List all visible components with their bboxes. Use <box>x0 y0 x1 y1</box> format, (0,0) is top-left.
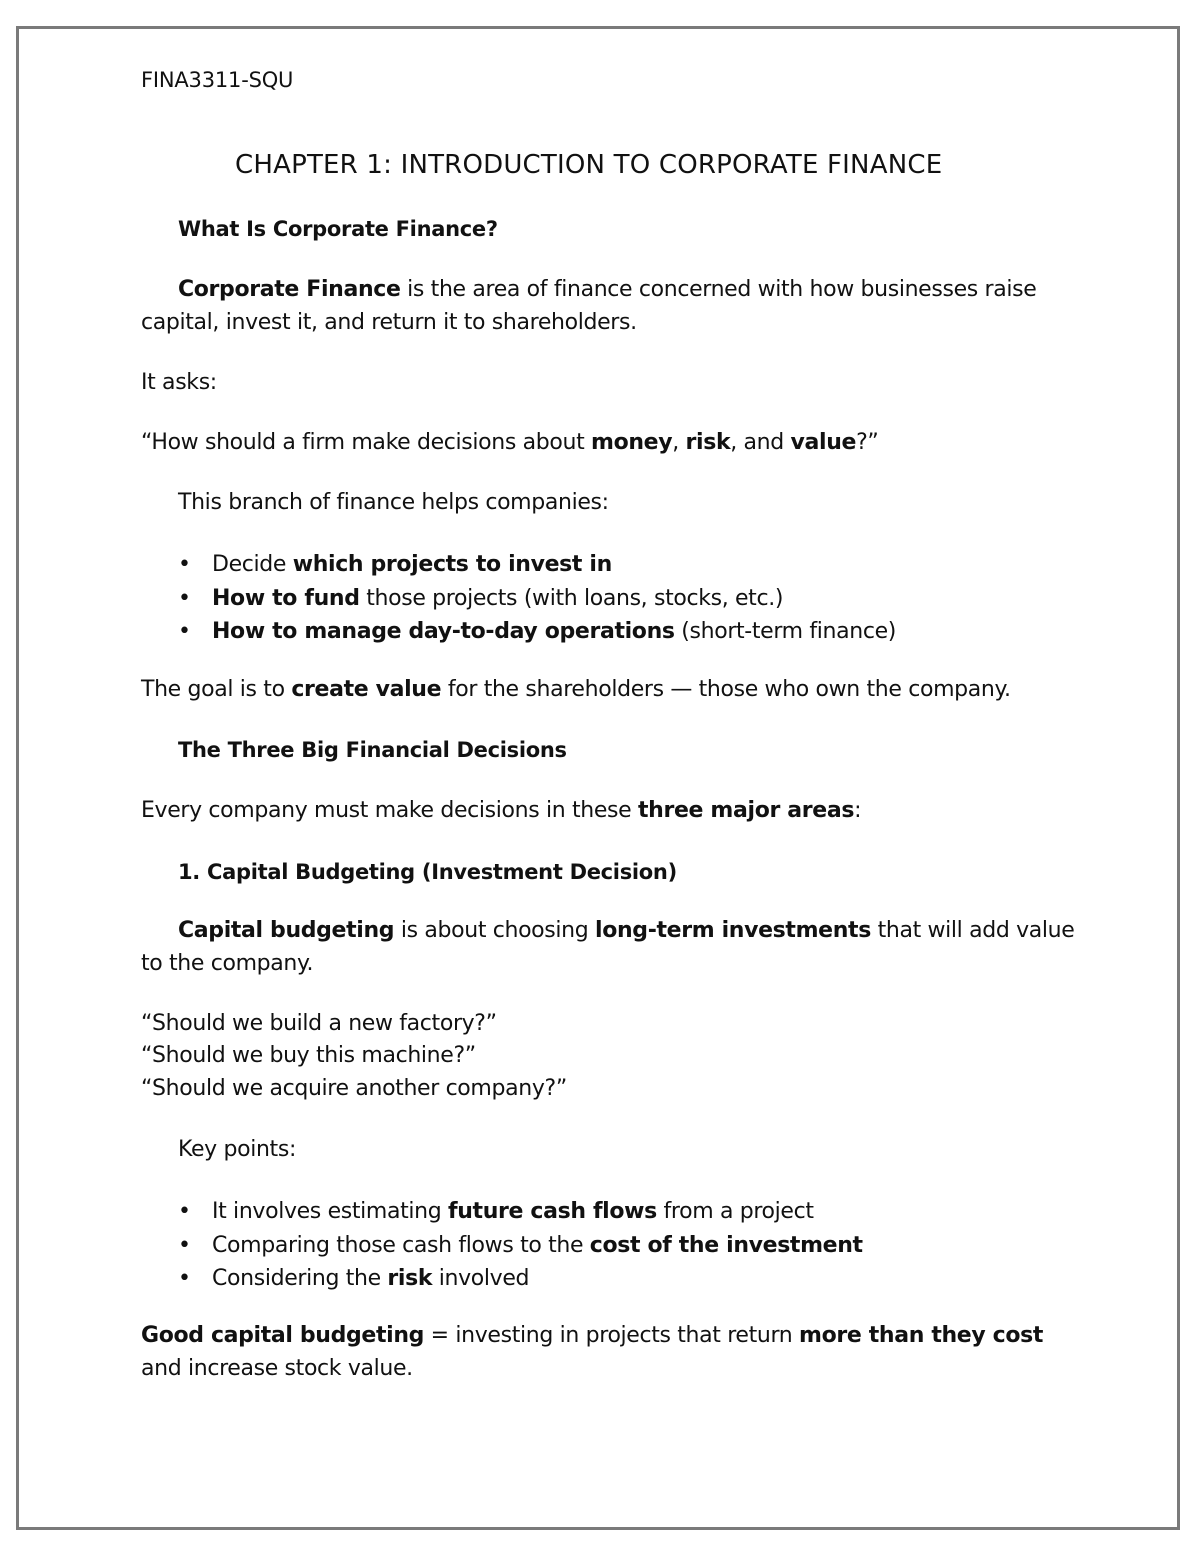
definition-term: Corporate Finance <box>178 277 401 302</box>
list-item <box>178 615 896 649</box>
subsection-heading-capital-budgeting: 1. Capital Budgeting (Investment Decision) <box>178 860 677 884</box>
example-question-1: “Should we build a new factory?” <box>141 1011 497 1036</box>
cb-bold: long-term investments <box>595 918 871 943</box>
conclusion-text: = investing in projects that return <box>424 1323 800 1348</box>
question-text: “How should a firm make decisions about <box>141 430 592 455</box>
course-code: FINA3311-SQU <box>141 68 294 92</box>
list-item <box>178 548 896 582</box>
chapter-title: CHAPTER 1: INTRODUCTION TO CORPORATE FINANCE <box>235 150 943 180</box>
goal-text-after: for the shareholders — those who own the company. <box>441 677 1011 702</box>
example-question-2: “Should we buy this machine?” <box>141 1043 476 1068</box>
question-end: ?” <box>856 430 879 455</box>
key-points-list <box>178 1195 863 1296</box>
every-bold: three major areas <box>638 798 855 823</box>
conclusion-line-2: and increase stock value. <box>141 1356 413 1381</box>
every-colon: : <box>854 798 862 823</box>
question-money: money <box>591 430 673 455</box>
goal-bold: create value <box>291 677 442 702</box>
every-company-text <box>141 796 861 826</box>
item-text-after: from a project <box>656 1199 814 1224</box>
key-question <box>141 428 878 458</box>
item-bold: risk <box>387 1266 433 1291</box>
page-border <box>16 26 1180 1530</box>
definition-paragraph-line-2: capital, invest it, and return it to shareholders. <box>141 310 637 335</box>
cb-text-after: that will add value <box>870 918 1075 943</box>
it-asks-text: It asks: <box>141 370 217 395</box>
conclusion-bold: more than they cost <box>799 1323 1044 1348</box>
list-item <box>178 1262 863 1296</box>
list-item <box>178 1229 863 1263</box>
every-text: Every company must make decisions in these <box>141 798 638 823</box>
question-value: value <box>790 430 857 455</box>
goal-statement <box>141 675 1011 705</box>
item-bold: cost of the investment <box>589 1232 863 1258</box>
item-text: Comparing those cash flows to the <box>212 1232 590 1258</box>
example-question-3: “Should we acquire another company?” <box>141 1076 567 1101</box>
bullet-icon: • <box>178 619 191 644</box>
item-text-after: involved <box>432 1266 530 1291</box>
item-bold: How to fund <box>212 585 360 611</box>
bullet-icon: • <box>178 1199 191 1224</box>
item-bold: which projects to invest in <box>292 552 612 577</box>
goal-text: The goal is to <box>141 677 292 702</box>
question-and: , and <box>730 430 791 455</box>
list-item <box>178 1195 863 1229</box>
item-text: Decide <box>212 552 293 577</box>
conclusion-line-1 <box>141 1321 1043 1351</box>
item-bold: How to manage day-to-day operations <box>212 619 675 644</box>
key-points-label: Key points: <box>178 1137 297 1162</box>
cb-term: Capital budgeting <box>178 918 395 943</box>
item-text: It involves estimating <box>212 1199 449 1224</box>
capital-budgeting-line-2: to the company. <box>141 951 314 976</box>
list-item <box>178 582 896 616</box>
bullet-icon: • <box>178 1266 191 1291</box>
bullet-icon: • <box>178 552 191 577</box>
bullet-icon: • <box>178 585 191 611</box>
cb-text: is about choosing <box>394 918 596 943</box>
branch-intro: This branch of finance helps companies: <box>178 490 609 515</box>
item-text-after: (short-term finance) <box>674 619 897 644</box>
definition-text: is the area of finance concerned with how businesses raise <box>400 277 1037 302</box>
section-heading-what-is: What Is Corporate Finance? <box>178 217 498 241</box>
bullet-icon: • <box>178 1232 191 1258</box>
item-text-after: those projects (with loans, stocks, etc.) <box>359 585 784 611</box>
question-risk: risk <box>685 430 731 455</box>
capital-budgeting-line-1 <box>178 916 1074 946</box>
definition-paragraph-line-1 <box>178 275 1036 305</box>
section-heading-three-decisions: The Three Big Financial Decisions <box>178 738 567 762</box>
item-bold: future cash flows <box>448 1199 657 1224</box>
helps-companies-list <box>178 548 896 649</box>
question-comma: , <box>672 430 686 455</box>
conclusion-term: Good capital budgeting <box>141 1323 425 1348</box>
item-text: Considering the <box>212 1266 388 1291</box>
